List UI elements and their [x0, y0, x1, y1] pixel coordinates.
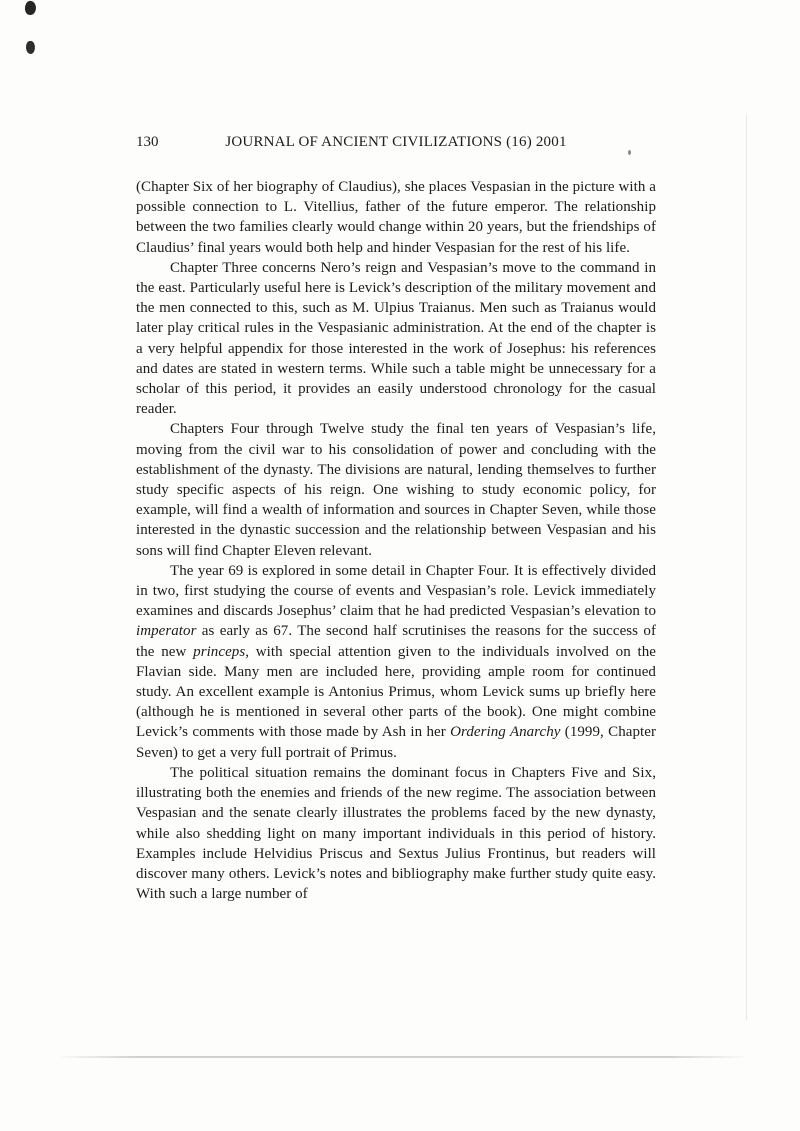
paragraph	[136, 258, 656, 420]
text-run: as early as 67. The second half scrutinises the reasons for the success of the new	[136, 623, 656, 660]
paragraph	[136, 419, 656, 560]
text-run: Chapters Four through Twelve study the final ten years of Vespasian’s life, moving from the civil war to his consolidation of power and concluding with the establishment of the dynasty. The divisions are natural, lending themselves to further study specific aspects of his reign. One wishing to study economic policy, for example, will find a wealth of information and sources in Chapter Seven, while those interested in the dynastic succession and the relationship between Vespasian and his sons will find Chapter Eleven relevant.	[136, 421, 656, 559]
journal-title: JOURNAL OF ANCIENT CIVILIZATIONS (16) 2001	[225, 134, 567, 150]
page-number: 130	[136, 134, 159, 150]
text-run: The year 69 is explored in some detail in Chapter Four. It is effectively divided in two, first studying the course of events and Vespasian’s role. Levick immediately examines and discards Josephus’ claim that he had predicted Vespasian’s elevation to	[136, 562, 656, 620]
paragraph	[136, 561, 656, 763]
text-run: (Chapter Six of her biography of Claudius), she places Vespasian in the picture with a possible connection to L. Vitellius, father of the future emperor. The relationship between the two families clearly would change within 20 years, but the friendships of Claudius’ final years would both help and hinder Vespasian for the rest of his life.	[136, 179, 656, 256]
scan-artifact-mark	[24, 0, 37, 16]
text-run: , with special attention given to the individuals involved on the Flavian side. Many men are included here, providing ample room for continued study. An excellent example is Antonius Primus, whom Levick sums up briefly here (although he is mentioned in several other parts of the book). One might combine Levick’s comments with those made by Ash in her	[136, 643, 656, 741]
scan-edge-line-bottom	[55, 1056, 749, 1058]
text-run: The political situation remains the dominant focus in Chapters Five and Six, illustrating both the enemies and friends of the new regime. The association between Vespasian and the senate clearly illustrates the problems faced by the new dynasty, while also shedding light on many important individuals in this period of history. Examples include Helvidius Priscus and Sextus Julius Frontinus, but readers will discover many others. Levick’s notes and bibliography make further study quite easy. With such a large number of	[136, 764, 656, 903]
paragraph	[136, 763, 656, 904]
paragraph	[136, 177, 656, 258]
page-content	[136, 134, 656, 904]
scan-edge-line-right	[746, 115, 747, 1020]
text-run: Chapter Three concerns Nero’s reign and Vespasian’s move to the command in the east. Particularly useful here is Levick’s description of the military movement and the men connected to this, such as M. Ulpius Traianus. Men such as Traianus would later play critical rules in the Vespasianic administration. At the end of the chapter is a very helpful appendix for those interested in the work of Josephus: his references and dates are stated in western terms. While such a table might be unnecessary for a scholar of this period, it provides an easily understood chronology for the casual reader.	[136, 259, 656, 418]
text-run: (1999, Chapter Seven) to get a very full portrait of Primus.	[136, 724, 656, 761]
scan-artifact-mark	[25, 41, 36, 55]
italic-text-run: Ordering Anarchy	[450, 724, 561, 741]
page-body	[136, 177, 656, 904]
running-header	[136, 134, 656, 154]
italic-text-run: princeps	[193, 643, 246, 660]
italic-text-run: imperator	[136, 623, 197, 640]
